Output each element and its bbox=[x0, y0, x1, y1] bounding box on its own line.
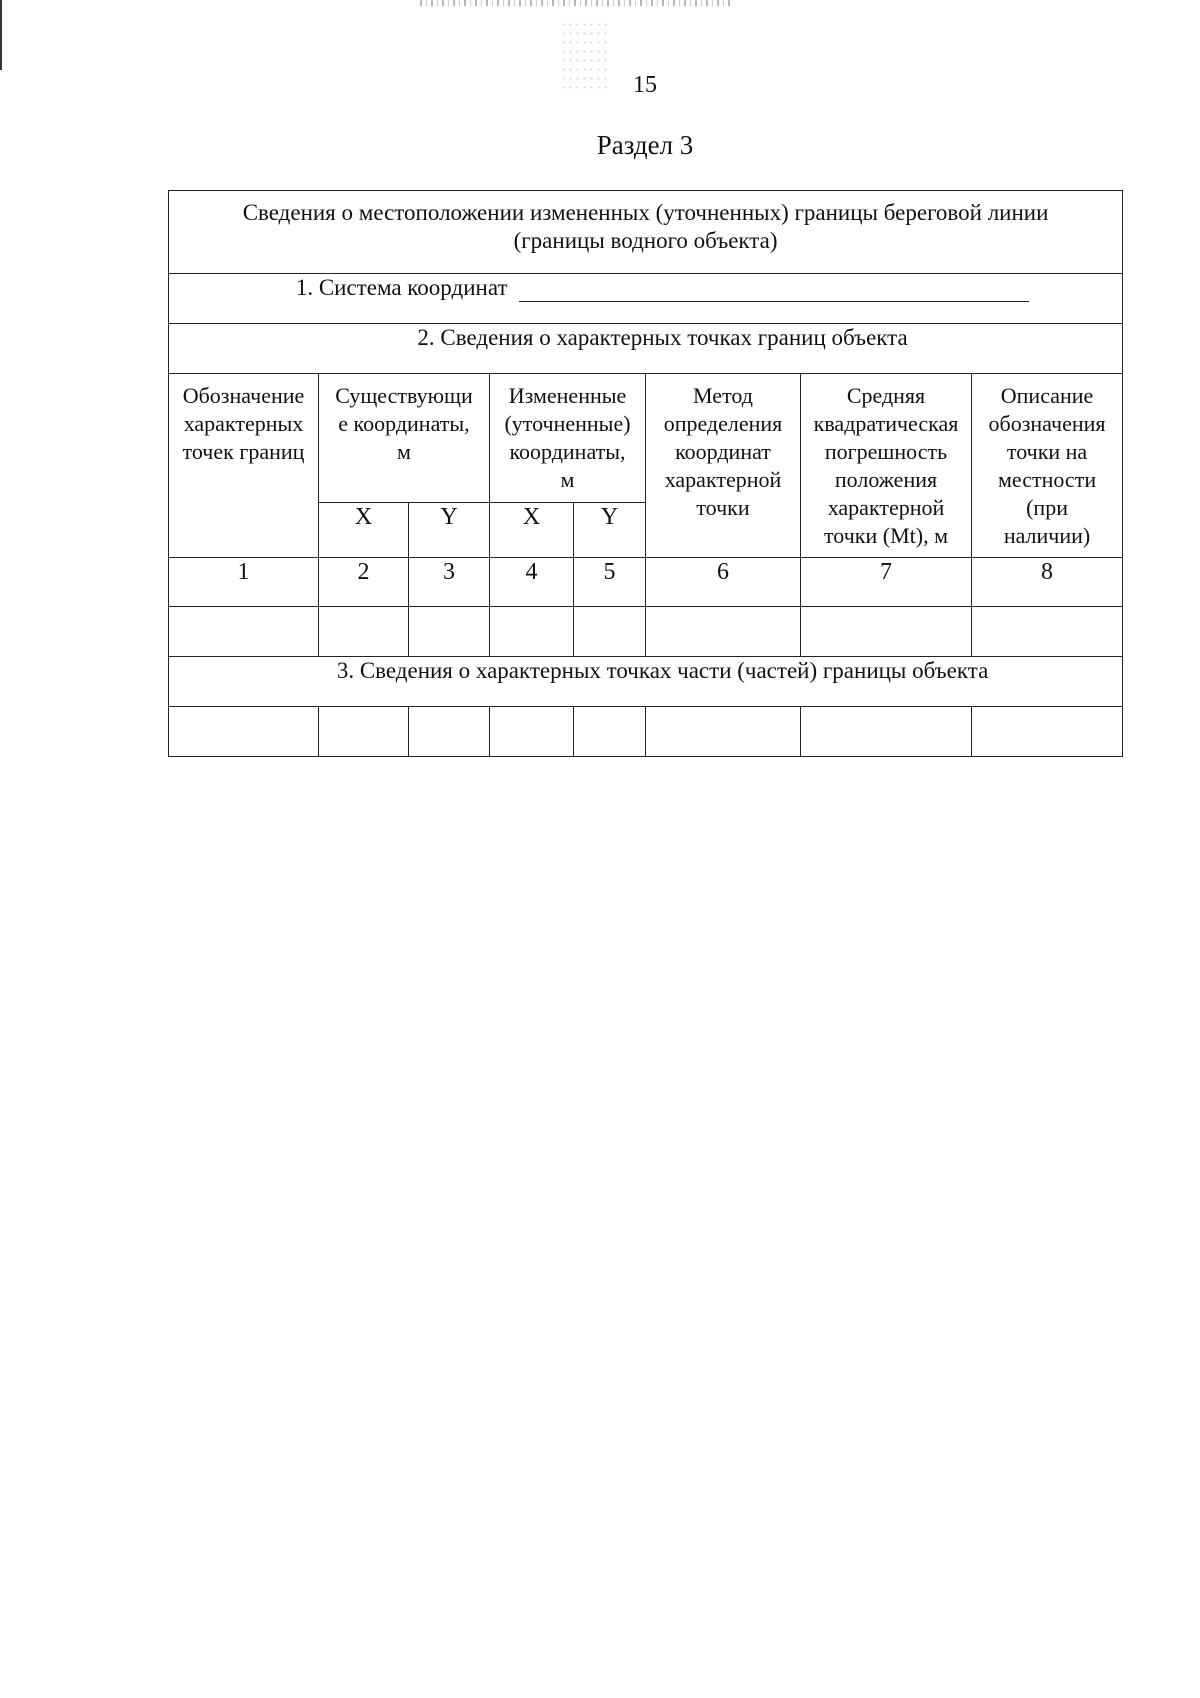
header-description bbox=[972, 374, 1123, 558]
header-mean-error bbox=[801, 374, 972, 558]
column-number: 4 bbox=[490, 558, 574, 607]
boundary-form-table bbox=[168, 190, 1123, 757]
scan-noise bbox=[420, 0, 730, 6]
empty-cell[interactable] bbox=[801, 607, 972, 657]
subheader-y: Y bbox=[574, 503, 646, 558]
table-title-line: (границы водного объекта) bbox=[513, 228, 778, 253]
header-point-designation bbox=[169, 374, 319, 558]
header-line: точек границ bbox=[182, 439, 305, 464]
empty-cell[interactable] bbox=[319, 607, 409, 657]
column-number: 2 bbox=[319, 558, 409, 607]
header-line: Средняя bbox=[846, 383, 926, 408]
header-line: определения bbox=[663, 411, 783, 436]
scan-edge-mark bbox=[0, 0, 2, 70]
header-line: м bbox=[397, 439, 411, 464]
header-line: характерной bbox=[664, 467, 782, 492]
subheader-x: X bbox=[490, 503, 574, 558]
empty-cell[interactable] bbox=[409, 707, 490, 757]
header-line: Метод bbox=[693, 383, 753, 408]
header-line: точки bbox=[696, 495, 750, 520]
coordinate-system-row bbox=[169, 274, 1123, 324]
header-line: координат bbox=[675, 439, 771, 464]
empty-cell[interactable] bbox=[169, 707, 319, 757]
coordinate-system-field[interactable] bbox=[519, 279, 1029, 302]
header-changed-coords bbox=[490, 374, 646, 503]
points-section-row: 2. Сведения о характерных точках границ объекта bbox=[169, 324, 1123, 374]
header-method bbox=[646, 374, 801, 558]
header-line: е координаты, bbox=[338, 411, 470, 436]
section-title: Раздел 3 bbox=[596, 130, 694, 160]
header-line: квадратическая bbox=[813, 411, 959, 436]
header-line: точки (Mt), м bbox=[823, 523, 949, 548]
header-line: характерной bbox=[827, 495, 945, 520]
empty-cell[interactable] bbox=[169, 607, 319, 657]
page-number: 15 bbox=[633, 72, 657, 98]
header-line: наличии) bbox=[1003, 523, 1091, 548]
subheader-x: X bbox=[319, 503, 409, 558]
column-number: 5 bbox=[574, 558, 646, 607]
header-line: обозначения bbox=[988, 411, 1106, 436]
column-number: 1 bbox=[169, 558, 319, 607]
header-line: (при bbox=[1026, 495, 1068, 520]
column-number: 7 bbox=[801, 558, 972, 607]
header-line: погрешность bbox=[824, 439, 948, 464]
header-line: Описание bbox=[1000, 383, 1094, 408]
table-title bbox=[169, 191, 1123, 274]
empty-cell[interactable] bbox=[490, 707, 574, 757]
header-line: (уточненные) bbox=[504, 411, 631, 436]
part-points-section-row: 3. Сведения о характерных точках части (частей) границы объекта bbox=[169, 657, 1123, 707]
empty-cell[interactable] bbox=[574, 707, 646, 757]
empty-cell[interactable] bbox=[972, 707, 1123, 757]
subheader-y: Y bbox=[409, 503, 490, 558]
header-line: Существующи bbox=[335, 383, 473, 408]
header-line: Измененные bbox=[508, 383, 627, 408]
column-number: 6 bbox=[646, 558, 801, 607]
header-line: положения bbox=[834, 467, 938, 492]
header-existing-coords bbox=[319, 374, 490, 503]
empty-cell[interactable] bbox=[646, 707, 801, 757]
column-number: 8 bbox=[972, 558, 1123, 607]
empty-cell[interactable] bbox=[319, 707, 409, 757]
header-line: координаты, bbox=[509, 439, 626, 464]
column-number: 3 bbox=[409, 558, 490, 607]
empty-cell[interactable] bbox=[574, 607, 646, 657]
header-line: точки на bbox=[1006, 439, 1088, 464]
empty-cell[interactable] bbox=[646, 607, 801, 657]
empty-cell[interactable] bbox=[972, 607, 1123, 657]
empty-cell[interactable] bbox=[801, 707, 972, 757]
header-line: местности bbox=[998, 467, 1097, 492]
header-line: характерных bbox=[183, 411, 304, 436]
coordinate-system-label: 1. Система координат bbox=[295, 275, 508, 300]
empty-cell[interactable] bbox=[490, 607, 574, 657]
header-line: м bbox=[560, 467, 575, 492]
table-title-line: Сведения о местоположении измененных (уточненных) границы береговой линии bbox=[242, 200, 1049, 225]
header-line: Обозначение bbox=[182, 383, 305, 408]
empty-cell[interactable] bbox=[409, 607, 490, 657]
